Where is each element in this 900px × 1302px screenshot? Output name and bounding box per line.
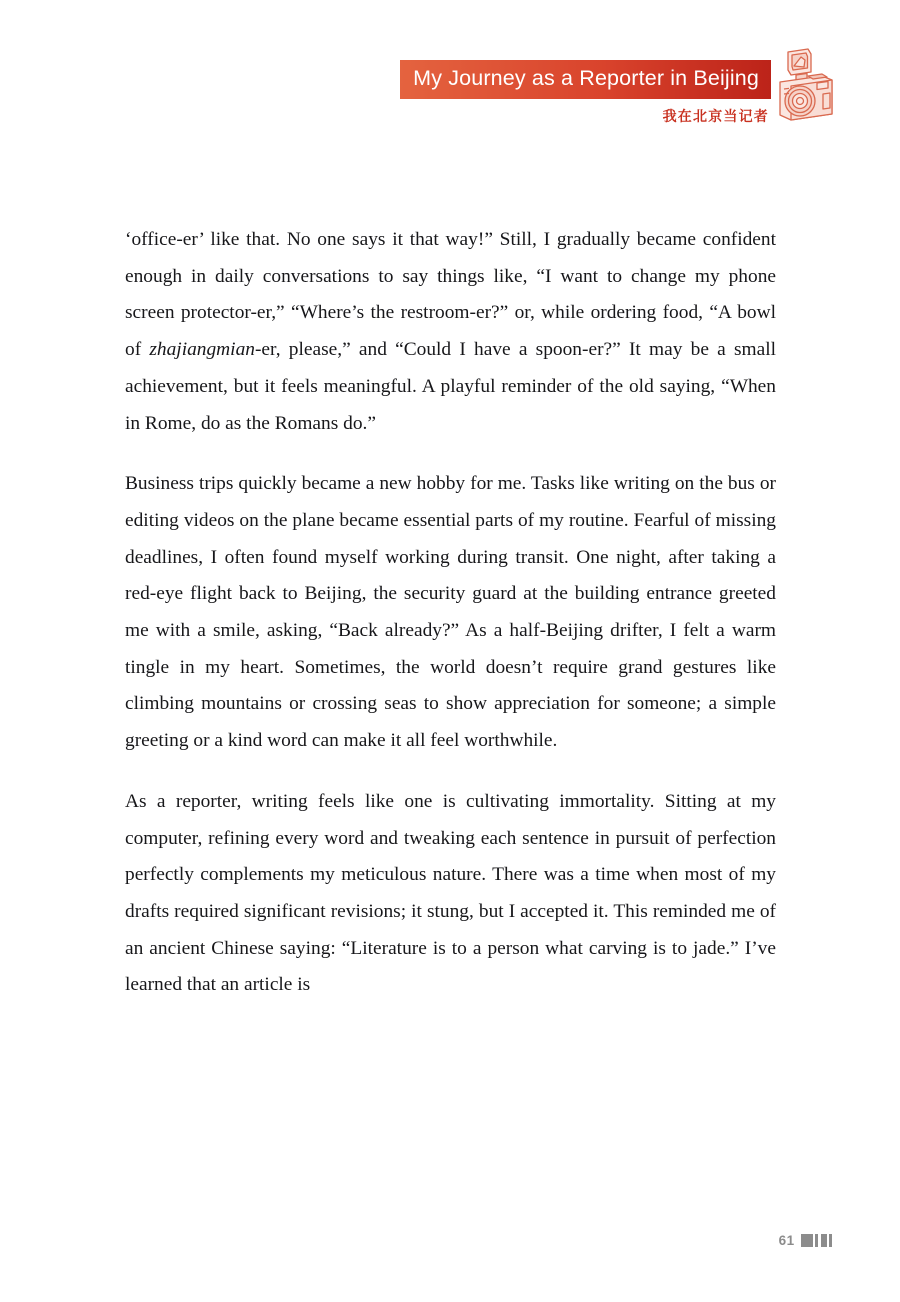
article-body <box>125 222 776 1004</box>
paragraph-1: ‘office-er’ like that. No one says it that way!” Still, I gradually became confident enough in daily conversations to say things like, “I want to change my phone screen protector-er,” “Where’s the restroom-er?” or, while ordering food, “A bowl of zhajiangmian-er, please,” and “Could I have a spoon-er?” It may be a small achievement, but it feels meaningful. A playful reminder of the old saying, “When in Rome, do as the Romans do.” <box>125 229 776 434</box>
article-title-chinese: 我在北京当记者 <box>662 108 769 125</box>
italic-term: zhajiangmian <box>149 339 255 361</box>
footer-mark-3 <box>821 1234 827 1247</box>
paragraph-2: Business trips quickly became a new hobby for me. Tasks like writing on the bus or editing videos on the plane became essential parts of my routine. Fearful of missing deadlines, I often found myself working during transit. One night, after taking a red-eye flight back to Beijing, the security guard at the building entrance greeted me with a smile, asking, “Back already?” As a half-Beijing drifter, I felt a warm tingle in my heart. Sometimes, the world doesn’t require grand gestures like climbing mountains or crossing seas to show appreciation for someone; a simple greeting or a kind word can make it all feel worthwhile. <box>125 473 776 752</box>
page-number: 61 <box>778 1232 795 1248</box>
page-header <box>0 0 900 160</box>
footer-decorative-marks <box>801 1234 833 1247</box>
vintage-camera-icon <box>775 46 837 124</box>
paragraph-3: As a reporter, writing feels like one is cultivating immortality. Sitting at my computer, refining every word and tweaking each sentence in pursuit of perfection perfectly complements my meticulous nature. There was a time when most of my drafts required significant revisions; it stung, but I accepted it. This reminded me of an ancient Chinese saying: “Literature is to a person what carving is to jade.” I’ve learned that an article is <box>125 790 776 996</box>
footer-mark-1 <box>801 1234 813 1247</box>
header-text-column <box>400 60 771 126</box>
header-inner <box>400 60 837 126</box>
footer-mark-2 <box>815 1234 818 1247</box>
page-footer <box>779 1234 832 1248</box>
article-title-banner: My Journey as a Reporter in Beijing <box>400 60 771 99</box>
footer-mark-4 <box>829 1234 832 1247</box>
